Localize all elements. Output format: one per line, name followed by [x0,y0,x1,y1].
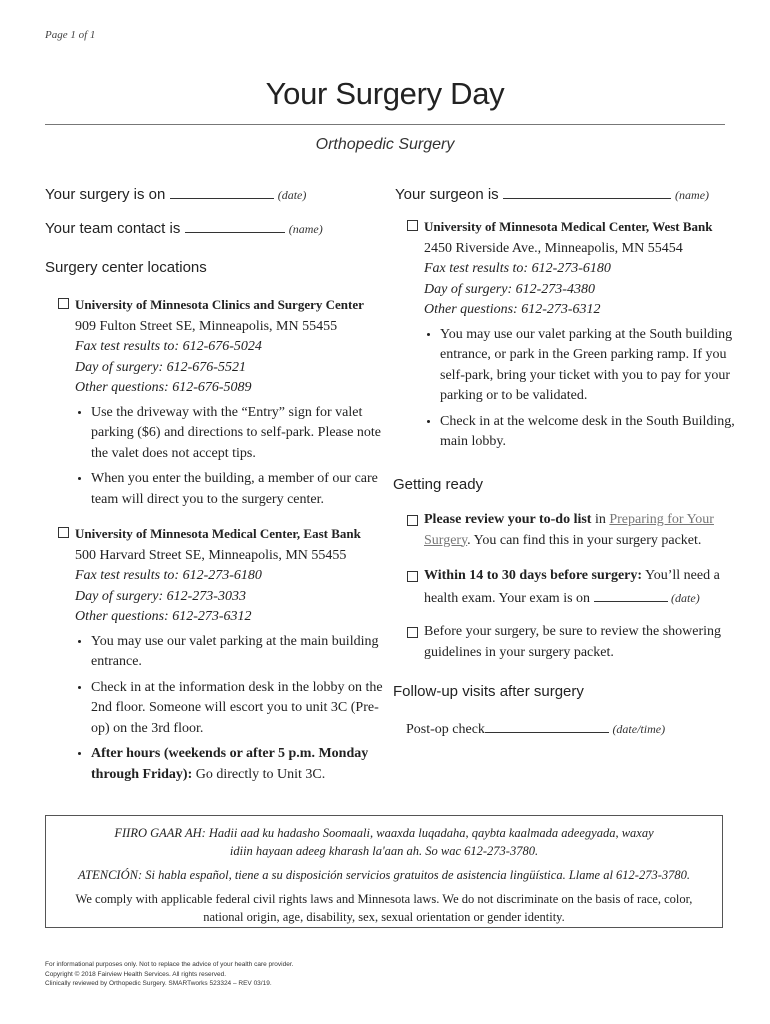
clinics-bullet: • Use the driveway with the “Entry” sign for valet parking ($6) and directions to self-park. Please note the valet does not accept tips. [91,403,383,465]
west-bank-address: 2450 Riverside Ave., Minneapolis, MN 55454 [424,240,683,256]
post-op-line[interactable] [485,718,609,733]
locations-heading: Surgery center locations [45,259,207,276]
clinics-bullet: • When you enter the building, a member of our care team will direct you to the surgery center. [91,469,383,510]
location-east-bank [58,524,388,790]
exam-rest: You’ll need a health exam. Your exam is on [424,568,720,606]
clinics-checkbox[interactable] [58,298,69,309]
west-bank-name: University of Minnesota Medical Center, West Bank [424,219,713,234]
post-op-label: Post-op check [406,722,485,737]
location-clinics [58,295,382,515]
follow-up-heading: Follow-up visits after surgery [393,683,584,700]
east-bank-checkbox[interactable] [58,527,69,538]
exam-date-line[interactable] [594,587,668,602]
footer-disclaimer: For informational purposes only. Not to replace the advice of your health care provider. [45,961,294,968]
exam-checkbox[interactable] [407,571,418,582]
surgery-date-label: Your surgery is on [45,186,166,203]
east-bank-bullet-after-hours [91,744,383,785]
surgery-date-hint: (date) [277,188,307,202]
west-bank-bullet: • Check in at the welcome desk in the South Building, main lobby. [440,412,740,453]
todo-mid: in [591,512,610,527]
surgeon-label: Your surgeon is [395,186,499,203]
language-notice-box [45,815,723,928]
getting-ready-item-3 [407,622,729,663]
east-bank-day-of: Day of surgery: 612-273-3033 [75,588,246,604]
todo-bold: Please review your to-do list [424,512,592,527]
somali-notice: FIIRO GAAR AH: Hadii aad ku hadasho Soomaali, waaxda luqadaha, qaybta kaalmada adeegyada, waxay idiin hayaan adeeg kharash la'aan ah. So wac 612-273-3780. [114,826,654,858]
surgeon-line[interactable] [503,184,671,199]
clinics-fax: Fax test results to: 612-676-5024 [75,339,262,354]
todo-rest: . You can find this in your surgery packet. [467,532,702,548]
west-bank-fax: Fax test results to: 612-273-6180 [424,261,611,276]
surgery-date-line[interactable] [170,184,274,199]
exam-bold: Within 14 to 30 days before surgery: [424,568,643,583]
title-divider [45,124,725,125]
clinics-day-of: Day of surgery: 612-676-5521 [75,359,246,375]
clinics-other: Other questions: 612-676-5089 [75,380,252,395]
west-bank-day-of: Day of surgery: 612-273-4380 [424,281,595,297]
team-contact-line[interactable] [185,218,285,233]
west-bank-other: Other questions: 612-273-6312 [424,302,601,317]
location-west-bank [407,217,735,458]
post-op-hint: (date/time) [612,722,666,736]
exam-date-hint: (date) [671,590,700,605]
after-hours-rest: Go directly to Unit 3C. [192,766,326,782]
team-contact-label: Your team contact is [45,220,181,237]
team-contact-field [45,218,323,237]
post-op-field [406,718,665,738]
clinics-address: 909 Fulton Street SE, Minneapolis, MN 55455 [75,318,338,334]
getting-ready-item-2 [407,566,729,609]
getting-ready-item-1 [407,510,729,551]
after-hours-bold: After hours (weekends or after 5 p.m. Monday through Friday): [91,746,369,782]
getting-ready-heading: Getting ready [393,476,484,493]
spanish-notice: ATENCIÓN: Si habla español, tiene a su disposición servicios gratuitos de asistencia lingüística. Llame al 612-273-3780. [77,868,690,882]
east-bank-other: Other questions: 612-273-6312 [75,609,252,624]
footer [45,960,293,989]
footer-review: Clinically reviewed by Orthopedic Surgery. SMARTworks 523324 – REV 03/19. [45,980,272,987]
surgery-date-field [45,184,306,203]
east-bank-bullet: • Check in at the information desk in the lobby on the 2nd floor. Someone will escort you to unit 3C (Pre-op) on the 3rd floor. [91,678,383,740]
shower-text: Before your surgery, be sure to review the showering guidelines in your surgery packet. [424,624,722,660]
east-bank-bullet: • You may use our valet parking at the main building entrance. [91,632,383,673]
todo-checkbox[interactable] [407,515,418,526]
east-bank-name: University of Minnesota Medical Center, East Bank [75,526,361,541]
page-number: Page 1 of 1 [45,29,96,41]
team-contact-hint: (name) [288,222,323,236]
preparing-link[interactable]: Preparing for Your Surgery [424,512,714,548]
surgeon-hint: (name) [675,188,710,202]
footer-copyright: Copyright © 2018 Fairview Health Services. All rights reserved. [45,970,227,978]
shower-checkbox[interactable] [407,627,418,638]
page-subtitle: Orthopedic Surgery [315,136,455,153]
page-title: Your Surgery Day [265,76,505,111]
west-bank-bullet: • You may use our valet parking at the South building entrance, or park in the Green parking ramp. If you self-park, bring your ticket with you to pay for your parking or to be validated. [440,325,740,407]
civil-rights-notice: We comply with applicable federal civil rights laws and Minnesota laws. We do not discriminate on the basis of race, color, national origin, age, disability, sex, sexual orientation or gender identity. [75,892,693,924]
east-bank-fax: Fax test results to: 612-273-6180 [75,568,262,583]
surgeon-field [395,184,709,203]
clinics-name: University of Minnesota Clinics and Surgery Center [75,297,364,312]
west-bank-checkbox[interactable] [407,220,418,231]
east-bank-address: 500 Harvard Street SE, Minneapolis, MN 55455 [75,547,347,563]
